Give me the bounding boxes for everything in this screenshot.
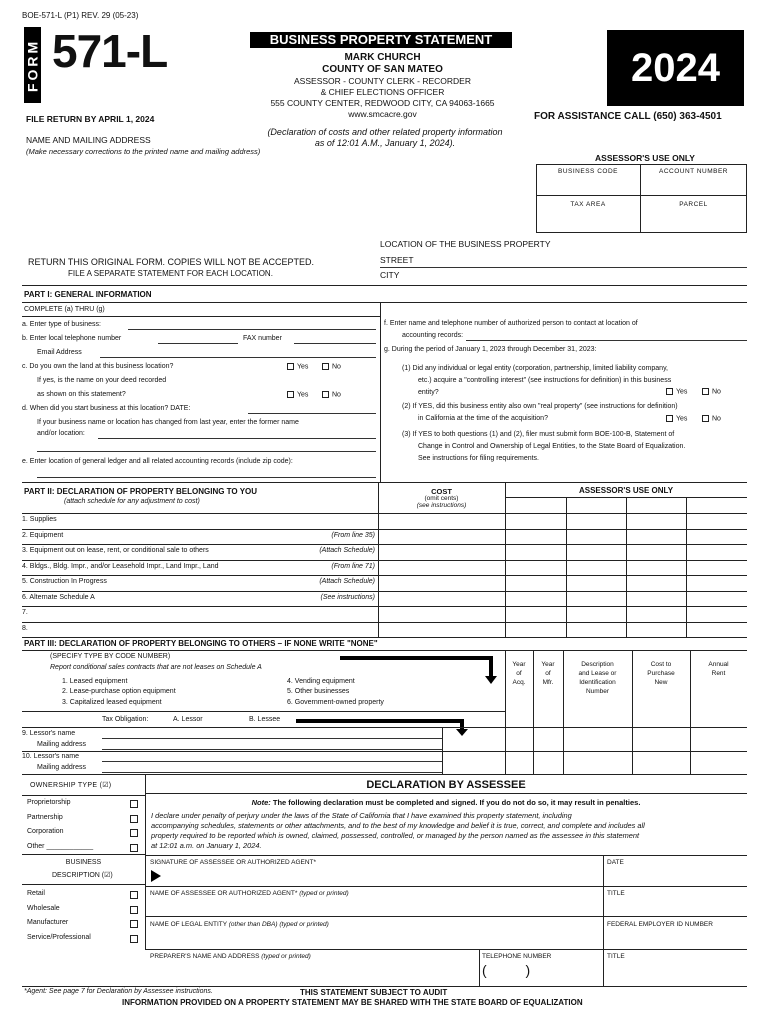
col-cost-1: Cost to xyxy=(650,661,672,668)
omit-cents: (omit cents) xyxy=(424,495,459,502)
part1-d-sub1: If your business name or location has changed from last year, enter the former name xyxy=(37,419,299,426)
telephone-label: TELEPHONE NUMBER xyxy=(482,953,552,960)
part1-g1-1: (1) Did any individual or legal entity (corporation, partnership, limited liability company, xyxy=(402,365,668,372)
own-land-yes-checkbox[interactable] xyxy=(287,363,294,370)
own-land-no-checkbox[interactable] xyxy=(322,363,329,370)
ownership-title: OWNERSHIP TYPE (☑) xyxy=(30,782,112,789)
control-yes[interactable] xyxy=(666,388,687,397)
shared-notice: INFORMATION PROVIDED ON A PROPERTY STATEMENT MAY BE SHARED WITH THE STATE BOARD OF EQUALIZATION xyxy=(122,998,583,1007)
ownership-option-checkbox[interactable] xyxy=(130,844,138,852)
part1-e: e. Enter location of general ledger and all related accounting records (include zip code): xyxy=(22,458,293,465)
ownership-option-checkbox[interactable] xyxy=(130,815,138,823)
sign-here-arrow-icon xyxy=(151,870,161,882)
part1-g3-1: (3) If YES to both questions (1) and (2), filer must submit form BOE-100-B, Statement of xyxy=(402,431,675,438)
part1-heading: PART I: GENERAL INFORMATION xyxy=(24,290,152,299)
signature-field[interactable] xyxy=(165,868,600,885)
own-land-yes-label: Yes xyxy=(297,363,309,371)
business-desc-title2: DESCRIPTION (☑) xyxy=(52,872,113,879)
title-banner: BUSINESS PROPERTY STATEMENT xyxy=(250,32,512,48)
part2-row-label: 6. Alternate Schedule A xyxy=(22,593,95,601)
ownership-option-label: Partnership xyxy=(27,813,63,821)
control-no-label: No xyxy=(712,388,721,396)
business-option-checkbox[interactable] xyxy=(130,920,138,928)
declaration-note-line1: (Declaration of costs and other related property information xyxy=(267,127,503,137)
part1-f1: f. Enter name and telephone number of authorized person to contact at location of xyxy=(384,320,638,327)
part1-g1-2: etc.) acquire a "controlling interest" (see instructions for definition) in this business xyxy=(418,377,672,384)
part2-row-label: 4. Bldgs., Bldg. Impr., and/or Leasehold Impr., Land Impr., Land xyxy=(22,562,219,570)
row10-mailing: Mailing address xyxy=(37,764,87,771)
business-code-label: BUSINESS CODE xyxy=(558,168,618,175)
part2-cost-field[interactable] xyxy=(379,545,504,559)
col-desc-2: and Lease or xyxy=(578,670,617,677)
business-type-field[interactable] xyxy=(128,329,376,330)
row10-lessor-field[interactable] xyxy=(102,761,442,762)
part2-cost-field[interactable] xyxy=(379,592,504,606)
name-mailing-note: (Make necessary corrections to the printed name and mailing address) xyxy=(26,147,261,156)
business-desc-title1: BUSINESS xyxy=(65,859,102,866)
part1-d: d. When did you start business at this location? DATE: xyxy=(22,405,191,412)
ledger-location-field[interactable] xyxy=(37,477,376,478)
col-year-mfr-3: Mfr. xyxy=(542,679,554,686)
date-label: DATE xyxy=(607,859,624,866)
former-location-field[interactable] xyxy=(98,438,376,439)
assessor-county: COUNTY OF SAN MATEO xyxy=(322,64,443,75)
part2-cost-field[interactable] xyxy=(379,530,504,544)
location-label: LOCATION OF THE BUSINESS PROPERTY xyxy=(380,239,551,249)
row9-lessor-field[interactable] xyxy=(102,738,442,739)
part2-row-label: 2. Equipment xyxy=(22,531,64,539)
part1-g2-2: in California at the time of the acquisition? xyxy=(418,415,548,422)
col-year-acq-1: Year xyxy=(512,661,526,668)
lessee-b: B. Lessee xyxy=(249,716,281,723)
part2-heading: PART II: DECLARATION OF PROPERTY BELONGING TO YOU xyxy=(24,487,258,496)
deed-no-label: No xyxy=(332,391,341,399)
contact-person-field[interactable] xyxy=(466,340,747,341)
fein-label: FEDERAL EMPLOYER ID NUMBER xyxy=(607,921,713,928)
col-rent-1: Annual xyxy=(708,661,729,668)
realprop-yes-checkbox[interactable] xyxy=(666,415,673,422)
declaration-text1: I declare under penalty of perjury under the laws of the State of California that I have examined this property statement, including xyxy=(151,811,572,820)
col-annual-rent xyxy=(690,660,747,678)
own-land-yes[interactable] xyxy=(287,363,308,372)
declaration-note-bold: Note: xyxy=(251,798,271,807)
account-number-label: ACCOUNT NUMBER xyxy=(659,168,728,175)
legal-entity-label xyxy=(150,921,329,929)
title-label: TITLE xyxy=(607,890,625,897)
col-rent-2: Rent xyxy=(711,670,726,677)
code-2: 2. Lease-purchase option equipment xyxy=(62,688,176,695)
business-option-label: Retail xyxy=(27,890,45,897)
part1-g2-1: (2) If YES, did this business entity also own "real property" (see instructions for definition) xyxy=(402,403,678,410)
separate-statement: FILE A SEPARATE STATEMENT FOR EACH LOCATION. xyxy=(68,269,273,278)
row10-lessor: 10. Lessor's name xyxy=(22,753,79,760)
email-field[interactable] xyxy=(100,357,376,358)
name-agent-note: (typed or printed) xyxy=(299,890,349,897)
deed-no-checkbox[interactable] xyxy=(322,391,329,398)
business-option-checkbox[interactable] xyxy=(130,891,138,899)
name-agent-text: NAME OF ASSESSEE OR AUTHORIZED AGENT* xyxy=(150,890,298,897)
ownership-option-checkbox[interactable] xyxy=(130,800,138,808)
realprop-yes[interactable] xyxy=(666,415,687,424)
part1-b: b. Enter local telephone number xyxy=(22,335,122,342)
name-mailing-label: NAME AND MAILING ADDRESS xyxy=(26,135,151,145)
col-cost-3: New xyxy=(654,679,668,686)
control-yes-label: Yes xyxy=(676,388,688,396)
street-label: STREET xyxy=(380,255,414,265)
parcel-label: PARCEL xyxy=(679,201,708,208)
control-yes-checkbox[interactable] xyxy=(666,388,673,395)
col-year-mfr-2: of xyxy=(545,670,551,677)
deed-yes[interactable] xyxy=(287,391,308,400)
form-word: FORM xyxy=(24,38,41,93)
part1-c-sub2: as shown on this statement? xyxy=(37,391,126,398)
arrow-bar-top xyxy=(340,656,493,660)
realprop-no[interactable] xyxy=(702,415,721,424)
control-no-checkbox[interactable] xyxy=(702,388,709,395)
code-1: 1. Leased equipment xyxy=(62,678,128,685)
declaration-text xyxy=(151,811,743,851)
file-by: FILE RETURN BY APRIL 1, 2024 xyxy=(26,114,155,124)
part1-fax: FAX number xyxy=(243,335,282,342)
business-option-label: Service/Professional xyxy=(27,933,91,941)
part2-sub: (attach schedule for any adjustment to cost) xyxy=(64,498,200,505)
part2-row-label: 5. Construction In Progress xyxy=(22,578,107,585)
assistance-phone: FOR ASSISTANCE CALL (650) 363-4501 xyxy=(534,111,722,122)
realprop-no-label: No xyxy=(712,415,721,423)
ownership-option-label: Proprietorship xyxy=(27,799,71,806)
code-3: 3. Capitalized leased equipment xyxy=(62,699,162,706)
assessor-name: MARK CHURCH xyxy=(344,52,421,63)
ownership-option-checkbox[interactable] xyxy=(130,829,138,837)
name-agent-label xyxy=(150,890,349,898)
form-word-bar xyxy=(24,27,41,103)
code-4: 4. Vending equipment xyxy=(287,678,355,685)
part1-d-sub2: and/or location: xyxy=(37,430,85,437)
tax-area-label: TAX AREA xyxy=(570,201,606,208)
part1-complete: COMPLETE (a) THRU (g) xyxy=(24,306,105,313)
col-desc-1: Description xyxy=(581,661,614,668)
part2-cost-field[interactable] xyxy=(379,576,504,590)
part1-f2: accounting records: xyxy=(402,332,464,339)
col-description xyxy=(563,660,632,696)
col-year-mfr xyxy=(533,660,563,687)
assessor-block xyxy=(255,52,510,120)
col-cost-new xyxy=(632,660,690,687)
declaration-text3: property required to be reported which is owned, claimed, possessed, controlled, or managed by the person named as the assessee in this statement xyxy=(151,831,640,840)
part2-cost-field[interactable] xyxy=(379,607,504,621)
assessor-office2: & CHIEF ELECTIONS OFFICER xyxy=(320,87,445,97)
agent-note: *Agent: See page 7 for Declaration by Assessee instructions. xyxy=(24,988,213,995)
part1-email: Email Address xyxy=(37,349,82,356)
deed-yes-checkbox[interactable] xyxy=(287,391,294,398)
signature-label: SIGNATURE OF ASSESSEE OR AUTHORIZED AGENT* xyxy=(150,859,317,866)
code-6: 6. Government-owned property xyxy=(287,699,384,706)
row10-mailing-field[interactable] xyxy=(102,772,442,773)
city-label: CITY xyxy=(380,270,400,280)
declaration-note xyxy=(250,127,520,149)
audit-notice: THIS STATEMENT SUBJECT TO AUDIT xyxy=(300,988,448,997)
part3-report: Report conditional sales contracts that are not leases on Schedule A xyxy=(50,664,262,671)
legal-entity-note: (other than DBA) (typed or printed) xyxy=(228,921,329,928)
cost-header: COST xyxy=(431,487,452,496)
part2-row-label: 1. Supplies xyxy=(22,516,57,523)
part1-a: a. Enter type of business: xyxy=(22,321,101,328)
preparer-text: PREPARER'S NAME AND ADDRESS xyxy=(150,953,260,960)
tax-obligation: Tax Obligation: xyxy=(102,716,149,723)
form-id: BOE-571-L (P1) REV. 29 (05-23) xyxy=(22,11,139,20)
start-date-field[interactable] xyxy=(248,413,376,414)
col-desc-3: Identification xyxy=(579,679,616,686)
local-phone-field[interactable] xyxy=(158,343,238,344)
title2-label: TITLE xyxy=(607,953,625,960)
business-option-checkbox[interactable] xyxy=(130,935,138,943)
business-option-checkbox[interactable] xyxy=(130,906,138,914)
part3-specify: (SPECIFY TYPE BY CODE NUMBER) xyxy=(50,653,171,660)
declaration-note-rest: The following declaration must be completed and signed. If you do not do so, it may result in penalties. xyxy=(272,798,641,807)
part1-c-sub1: If yes, is the name on your deed recorded xyxy=(37,377,167,384)
realprop-no-checkbox[interactable] xyxy=(702,415,709,422)
row9-lessor: 9. Lessor's name xyxy=(22,730,76,737)
col-year-acq-2: of xyxy=(516,670,522,677)
part2-row-note: (From line 35) xyxy=(331,531,375,539)
return-original: RETURN THIS ORIGINAL FORM. COPIES WILL NOT BE ACCEPTED. xyxy=(28,257,315,267)
preparer-label xyxy=(150,953,311,961)
declaration-title: DECLARATION BY ASSESSEE xyxy=(366,779,526,791)
declaration-text2: accompanying schedules, statements or other attachments, and to the best of my knowledge and belief it is true, correct, and complete and includes all xyxy=(151,821,645,830)
deed-yes-label: Yes xyxy=(297,391,309,399)
business-option-label: Manufacturer xyxy=(27,919,69,926)
part2-row-label: 3. Equipment out on lease, rent, or conditional sale to others xyxy=(22,547,209,554)
ownership-option-label: Other ____________ xyxy=(27,842,94,850)
assessor-website: www.smcacre.gov xyxy=(348,109,417,119)
col-year-mfr-1: Year xyxy=(541,661,555,668)
fax-field[interactable] xyxy=(294,343,376,344)
col-year-acq xyxy=(505,660,533,687)
form-number: 571-L xyxy=(52,25,168,77)
tax-year: 2024 xyxy=(607,30,744,106)
part2-cost-field[interactable] xyxy=(379,623,504,637)
see-instructions: (see instructions) xyxy=(416,502,467,509)
date-field[interactable] xyxy=(607,868,745,885)
assessor-office1: ASSESSOR - COUNTY CLERK - RECORDER xyxy=(294,76,471,86)
part1-g3-2: Change in Control and Ownership of Legal Entities, to the State Board of Equalization. xyxy=(418,443,686,450)
part1-g3-3: See instructions for filing requirements. xyxy=(418,455,539,462)
legal-entity-text: NAME OF LEGAL ENTITY xyxy=(150,921,227,928)
row9-mailing-field[interactable] xyxy=(102,749,442,750)
col-desc-4: Number xyxy=(585,688,610,695)
part2-row-note: (From line 71) xyxy=(331,562,375,570)
declaration-note-line2: as of 12:01 A.M., January 1, 2024). xyxy=(314,138,456,148)
code-5: 5. Other businesses xyxy=(287,688,350,695)
part2-row-note: (Attach Schedule) xyxy=(319,547,375,554)
col-cost-2: Purchase xyxy=(647,670,675,677)
part1-g: g. During the period of January 1, 2023 through December 31, 2023: xyxy=(384,346,597,353)
preparer-note: (typed or printed) xyxy=(261,953,311,960)
control-no[interactable] xyxy=(702,388,721,397)
declaration-text4: at 12:01 a.m. on January 1, 2024. xyxy=(151,841,262,850)
street-field[interactable] xyxy=(380,267,747,268)
business-option-label: Wholesale xyxy=(27,904,60,912)
own-land-no-label: No xyxy=(332,363,341,371)
part2-cost-field[interactable] xyxy=(379,561,504,575)
part2-cost-field[interactable] xyxy=(379,514,504,528)
part2-row-label: 8. xyxy=(22,624,28,632)
realprop-yes-label: Yes xyxy=(676,415,688,423)
part2-row-label: 7. xyxy=(22,609,28,616)
arrow-down-icon-2 xyxy=(456,729,468,736)
deed-no[interactable] xyxy=(322,391,341,400)
own-land-no[interactable] xyxy=(322,363,341,372)
assessor-address: 555 COUNTY CENTER, REDWOOD CITY, CA 94063-1665 xyxy=(270,98,495,108)
part3-heading: PART III: DECLARATION OF PROPERTY BELONGING TO OTHERS – IF NONE WRITE "NONE" xyxy=(24,639,378,648)
col-year-acq-3: Acq. xyxy=(512,679,526,686)
lessor-a: A. Lessor xyxy=(173,716,203,723)
row9-mailing: Mailing address xyxy=(37,741,87,748)
part1-g1-3: entity? xyxy=(418,389,439,396)
part2-assessor-use: ASSESSOR'S USE ONLY xyxy=(578,486,674,495)
ownership-option-label: Corporation xyxy=(27,828,64,835)
part2-row-note: (See instructions) xyxy=(320,593,375,601)
assessor-use-title: ASSESSOR'S USE ONLY xyxy=(595,153,695,163)
declaration-note xyxy=(145,798,747,807)
arrow-down-icon xyxy=(485,676,497,684)
part1-c: c. Do you own the land at this business location? xyxy=(22,363,174,370)
part2-row-note: (Attach Schedule) xyxy=(319,578,375,585)
telephone-field[interactable]: ( ) xyxy=(482,962,531,978)
